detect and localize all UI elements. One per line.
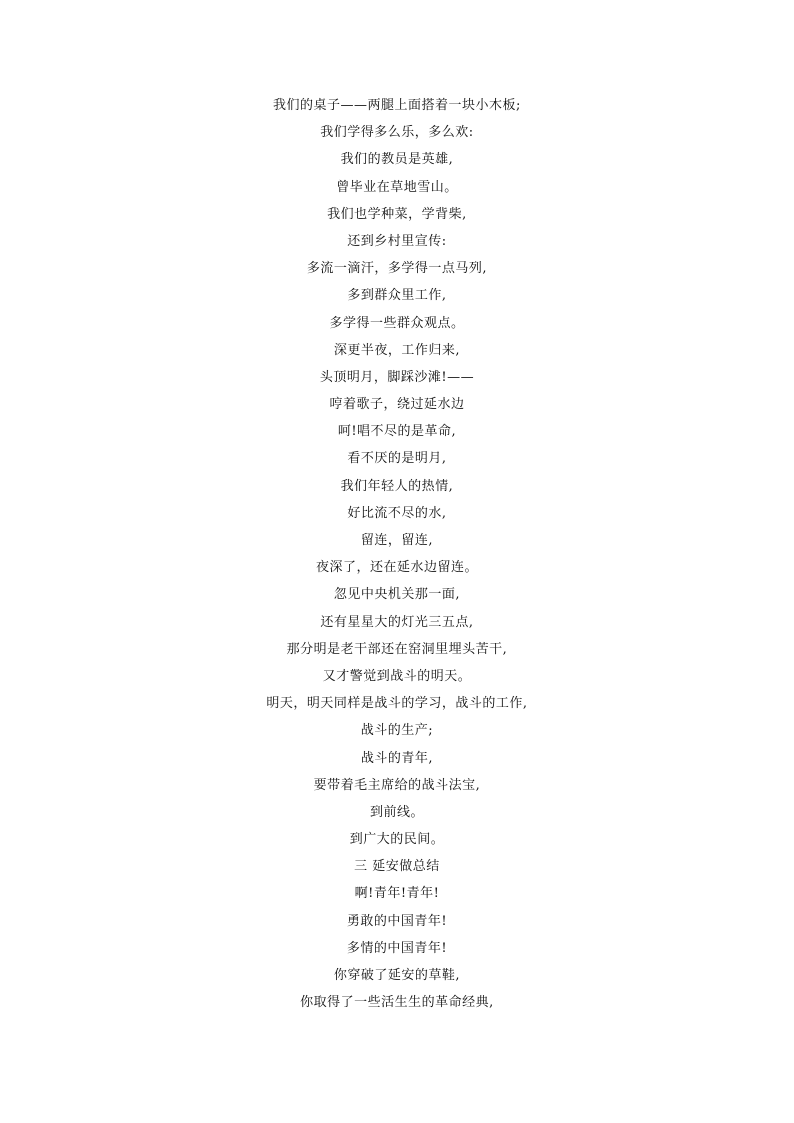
poem-line: 多流一滴汗，多学得一点马列,	[306, 261, 488, 277]
poem-line: 又才警觉到战斗的明天。	[322, 668, 472, 684]
document-page	[0, 92, 794, 1016]
poem-line: 忽见中央机关那一面,	[333, 587, 461, 603]
poem-line: 到前线。	[369, 804, 424, 820]
poem-line: 还有星星大的灯光三五点,	[320, 614, 474, 630]
poem-line: 哼着歌子，绕过延水边	[329, 397, 465, 413]
poem-line: 明天，明天同样是战斗的学习，战斗的工作,	[266, 696, 528, 712]
poem-line: 要带着毛主席给的战斗法宝,	[313, 777, 481, 793]
section-heading: 三 延安做总结	[354, 859, 440, 875]
poem-line: 战斗的生产;	[360, 723, 434, 739]
poem-line: 留连，留连,	[360, 533, 434, 548]
poem-line: 头顶明月，脚踩沙滩!——	[319, 369, 475, 385]
poem-line: 看不厌的是明月,	[347, 451, 447, 467]
poem-line: 深更半夜，工作归来,	[333, 342, 461, 358]
poem-line: 我们学得多么乐，多么欢:	[320, 125, 474, 141]
poem-line: 多情的中国青年!	[346, 940, 448, 956]
poem-line: 曾毕业在草地雪山。	[336, 179, 458, 195]
poem-line: 你取得了一些活生生的革命经典,	[300, 995, 494, 1011]
poem-line: 夜深了，还在延水边留连。	[315, 560, 478, 576]
poem-line: 多学得一些群众观点。	[329, 315, 465, 331]
poem-line: 那分明是老干部还在窑洞里埋头苦干,	[286, 641, 508, 657]
poem-line: 多到群众里工作,	[347, 288, 447, 304]
poem-line: 啊!青年!青年!	[354, 886, 440, 902]
poem-line: 呵!唱不尽的是革命,	[337, 424, 457, 440]
poem-line: 还到乡村里宣传:	[347, 233, 447, 249]
poem-line: 我们的教员是英雄,	[340, 152, 454, 168]
poem-line: 我们也学种菜，学背柴,	[327, 206, 467, 222]
poem-line: 好比流不尽的水,	[347, 505, 447, 521]
poem-line: 勇敢的中国青年!	[346, 913, 448, 929]
poem-line: 我们的桌子——两腿上面搭着一块小木板;	[273, 98, 521, 113]
poem-line: 我们年轻人的热情,	[340, 478, 454, 494]
poem-line: 到广大的民间。	[349, 832, 445, 848]
poem-line: 战斗的青年,	[360, 750, 434, 766]
poem-line: 你穿破了延安的草鞋,	[333, 968, 461, 983]
